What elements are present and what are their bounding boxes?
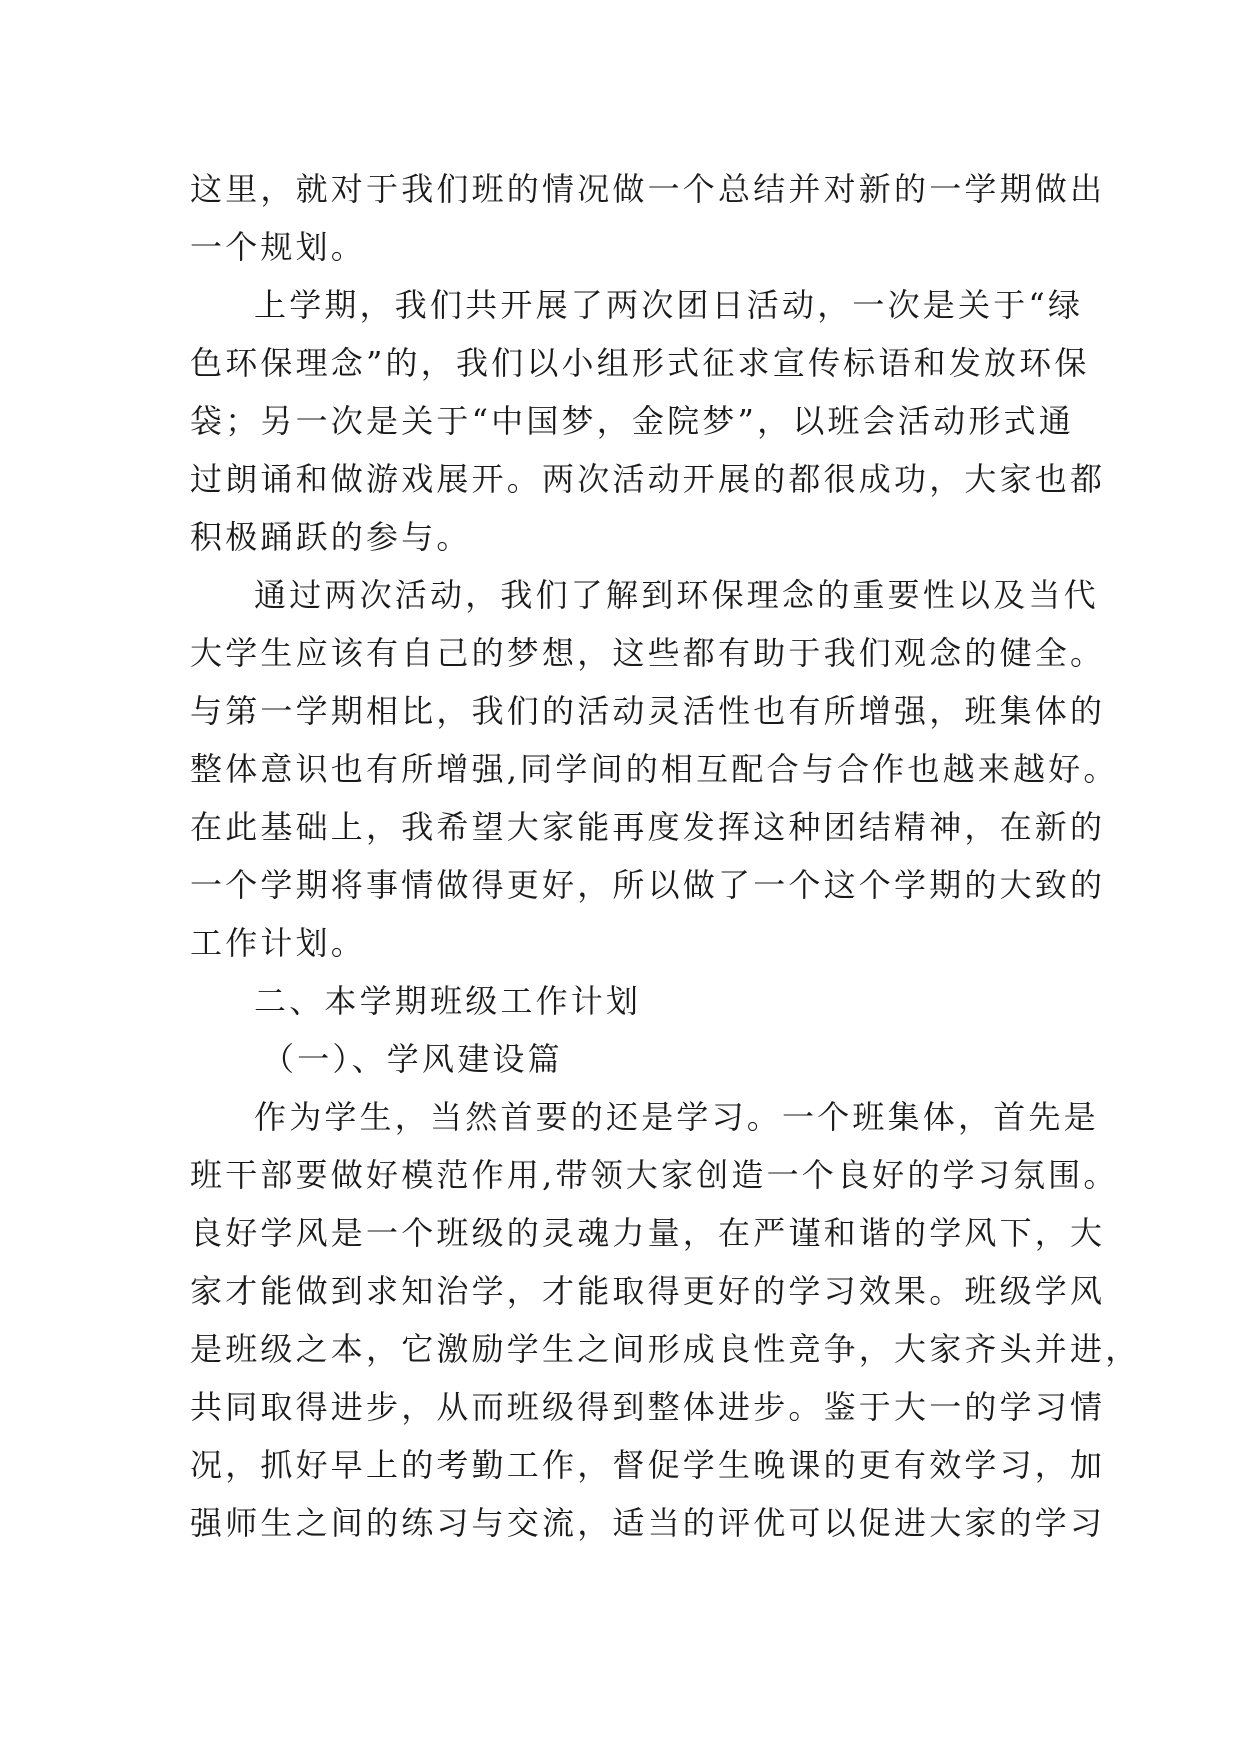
subsection-heading: （一）、学风建设篇	[262, 1040, 563, 1078]
text-line: 家才能做到求知治学，才能取得更好的学习效果。班级学风	[190, 1272, 1106, 1310]
text-line: 一个学期将事情做得更好，所以做了一个这个学期的大致的	[190, 866, 1106, 904]
text-line: 是班级之本，它激励学生之间形成良性竞争，大家齐头并进，	[190, 1330, 1141, 1368]
text-line: 工作计划。	[190, 924, 367, 962]
text-line: 色环保理念”的，我们以小组形式征求宣传标语和发放环保	[190, 344, 1090, 382]
section-heading: 二、本学期班级工作计划	[254, 982, 642, 1020]
text-line: 共同取得进步，从而班级得到整体进步。鉴于大一的学习情	[190, 1388, 1106, 1426]
text-line: 班干部要做好模范作用,带领大家创造一个良好的学习氛围。	[190, 1156, 1119, 1194]
body-text	[190, 160, 1141, 1552]
text-line: 强师生之间的练习与交流，适当的评优可以促进大家的学习	[190, 1504, 1106, 1542]
paragraph-first-line: 作为学生，当然首要的还是学习。一个班集体，首先是	[254, 1098, 1099, 1136]
text-line: 袋；另一次是关于“中国梦，金院梦”，以班会活动形式通	[190, 402, 1074, 440]
text-line: 整体意识也有所增强,同学间的相互配合与合作也越来越好。	[190, 750, 1119, 788]
paragraph-first-line: 上学期，我们共开展了两次团日活动，一次是关于“绿	[254, 286, 1084, 324]
text-line: 这里，就对于我们班的情况做一个总结并对新的一学期做出	[190, 170, 1106, 208]
text-line: 过朗诵和做游戏展开。两次活动开展的都很成功，大家也都	[190, 460, 1106, 498]
text-line: 大学生应该有自己的梦想，这些都有助于我们观念的健全。	[190, 634, 1106, 672]
text-line: 与第一学期相比，我们的活动灵活性也有所增强，班集体的	[190, 692, 1106, 730]
text-line: 积极踊跃的参与。	[190, 518, 472, 556]
text-line: 良好学风是一个班级的灵魂力量，在严谨和谐的学风下，大	[190, 1214, 1106, 1252]
text-line: 在此基础上，我希望大家能再度发挥这种团结精神，在新的	[190, 808, 1106, 846]
text-line: 一个规划。	[190, 228, 367, 266]
paragraph-first-line: 通过两次活动，我们了解到环保理念的重要性以及当代	[254, 576, 1099, 614]
text-line: 况，抓好早上的考勤工作，督促学生晚课的更有效学习，加	[190, 1446, 1106, 1484]
